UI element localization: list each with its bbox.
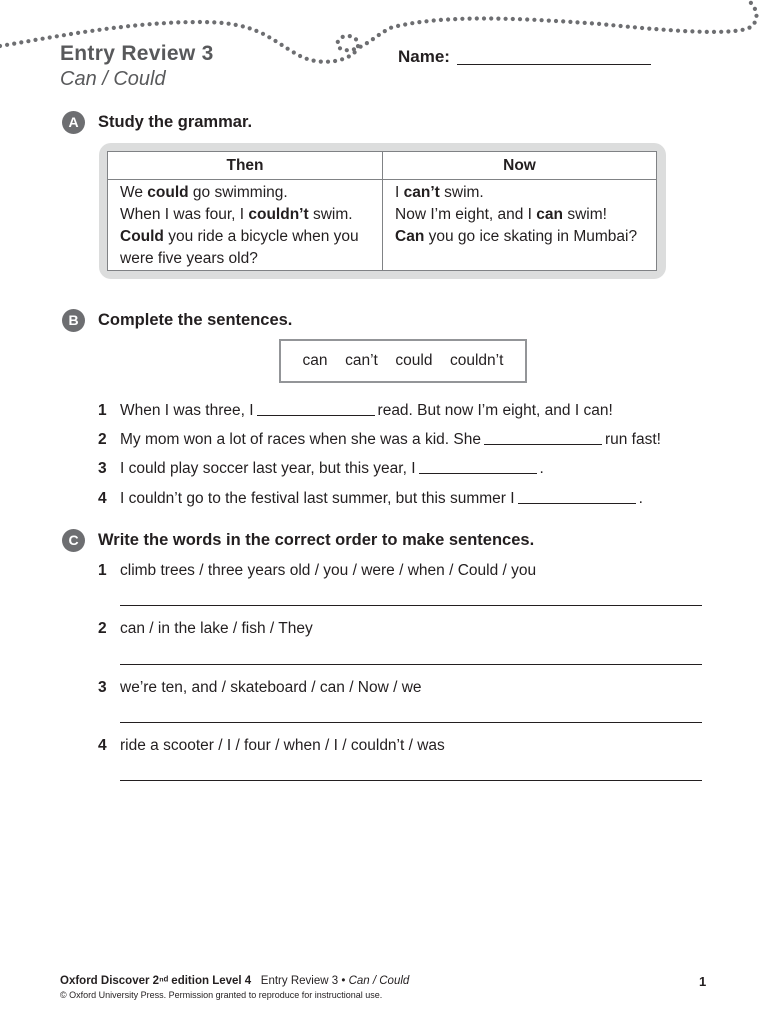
decorative-dot	[568, 20, 572, 24]
decorative-dot	[83, 30, 87, 34]
answer-blank[interactable]	[419, 473, 537, 474]
decorative-dot	[460, 17, 464, 21]
decorative-dot	[26, 39, 30, 43]
item-number: 4	[98, 737, 107, 754]
example-modal-verb: Can	[395, 228, 425, 245]
word-bank-word: can’t	[345, 352, 378, 369]
decorative-dot	[583, 21, 587, 25]
decorative-dot	[733, 29, 737, 33]
example-text: When I was four, I	[120, 206, 249, 223]
answer-writing-line[interactable]	[120, 605, 702, 606]
grammar-example-line	[120, 204, 376, 226]
decorative-dot	[338, 46, 342, 50]
decorative-dot	[348, 34, 352, 38]
item-number: 3	[98, 679, 107, 696]
then-examples-cell	[108, 180, 383, 270]
decorative-dot	[273, 39, 277, 43]
decorative-dot	[298, 54, 302, 58]
decorative-dot	[640, 26, 644, 30]
example-text: you ride a bicycle when you	[163, 228, 359, 245]
answer-blank[interactable]	[484, 444, 602, 445]
decorative-dot	[389, 26, 393, 30]
item-number: 2	[98, 431, 107, 448]
decorative-dot	[496, 17, 500, 21]
footer-brand: Oxford Discover 2ⁿᵈ edition Level 4	[60, 975, 252, 987]
decorative-dot	[511, 17, 515, 21]
decorative-dot	[698, 30, 702, 34]
footer-crumb: Entry Review 3 •	[260, 975, 346, 987]
decorative-dot	[212, 20, 216, 24]
now-examples-cell	[383, 180, 656, 270]
decorative-dot	[0, 44, 2, 48]
decorative-dot	[633, 25, 637, 29]
example-text: you go ice skating in Mumbai?	[424, 228, 638, 245]
decorative-dot	[119, 25, 123, 29]
decorative-dot	[525, 17, 529, 21]
decorative-dot	[669, 28, 673, 32]
decorative-dot	[719, 30, 723, 34]
item-number: 4	[98, 490, 107, 507]
decorative-dot	[446, 17, 450, 21]
decorative-dot	[676, 29, 680, 33]
decorative-dot	[683, 29, 687, 33]
decorative-dot	[312, 59, 316, 63]
decorative-dot	[554, 19, 558, 23]
page-title: Entry Review 3	[60, 42, 214, 65]
example-text: Now I’m eight, and I	[395, 206, 537, 223]
item-number: 1	[98, 562, 107, 579]
item-number: 2	[98, 620, 107, 637]
example-modal-verb: can’t	[403, 184, 440, 201]
decorative-dot	[371, 37, 375, 41]
decorative-dot	[453, 17, 457, 21]
decorative-dot	[383, 29, 387, 33]
decorative-dot	[254, 29, 258, 33]
decorative-dot	[352, 47, 356, 51]
sentence-start: I could play soccer last year, but this year, I	[120, 460, 416, 477]
decorative-dot	[198, 20, 202, 24]
decorative-dot	[5, 43, 9, 47]
decorative-dot	[183, 20, 187, 24]
sentence-end: .	[638, 490, 643, 507]
decorative-dot	[234, 23, 238, 27]
decorative-dot	[340, 57, 344, 61]
decorative-dot	[326, 60, 330, 64]
section-a-instruction: Study the grammar.	[98, 113, 253, 131]
example-text: swim.	[308, 206, 353, 223]
decorative-dot	[747, 26, 751, 30]
decorative-dot	[712, 30, 716, 34]
decorative-dot	[377, 33, 381, 37]
decorative-dot	[219, 21, 223, 25]
decorative-dot	[647, 27, 651, 31]
section-b-instruction: Complete the sentences.	[98, 311, 293, 329]
decorative-dot	[662, 28, 666, 32]
word-bank-word: couldn’t	[450, 352, 504, 369]
decorative-dot	[575, 20, 579, 24]
decorative-dot	[753, 7, 757, 11]
fill-in-sentence	[120, 490, 643, 508]
example-text: swim.	[439, 184, 484, 201]
grammar-example-line	[395, 226, 650, 248]
column-header-now: Now	[383, 152, 656, 180]
decorative-dot	[176, 20, 180, 24]
example-text: We	[120, 184, 148, 201]
decorative-dot	[611, 23, 615, 27]
grammar-example-line	[120, 248, 376, 270]
decorative-dot	[753, 21, 757, 25]
answer-writing-line[interactable]	[120, 780, 702, 781]
section-a-badge: A	[62, 111, 85, 134]
decorative-dot	[432, 18, 436, 22]
decorative-dot	[561, 19, 565, 23]
decorative-dot	[518, 17, 522, 21]
decorative-dot	[590, 21, 594, 25]
decorative-dot	[489, 16, 493, 20]
decorative-dot	[267, 35, 271, 39]
decorative-dot	[336, 40, 340, 44]
decorative-dot	[205, 20, 209, 24]
decorative-dot	[90, 29, 94, 33]
page-subtitle: Can / Could	[60, 68, 166, 90]
fill-in-sentence	[120, 431, 661, 449]
word-order-prompt: we’re ten, and / skateboard / can / Now / we	[120, 679, 422, 696]
decorative-dot	[345, 48, 349, 52]
decorative-dot	[76, 31, 80, 35]
section-c-instruction: Write the words in the correct order to make sentences.	[98, 531, 535, 549]
decorative-dot	[482, 16, 486, 20]
decorative-dot	[241, 24, 245, 28]
example-modal-verb: couldn’t	[248, 206, 309, 223]
example-modal-verb: Could	[120, 228, 164, 245]
sentence-start: When I was three, I	[120, 402, 254, 419]
word-bank-word: could	[395, 352, 433, 369]
decorative-dot	[133, 23, 137, 27]
decorative-dot	[341, 35, 345, 39]
decorative-dot	[19, 40, 23, 44]
grammar-example-line	[395, 182, 650, 204]
decorative-dot	[155, 22, 159, 26]
decorative-dot	[62, 33, 66, 37]
decorative-dot	[504, 17, 508, 21]
decorative-dot	[191, 20, 195, 24]
decorative-dot	[333, 59, 337, 63]
decorative-dot	[532, 18, 536, 22]
decorative-dot	[248, 26, 252, 30]
decorative-dot	[619, 24, 623, 28]
decorative-dot	[540, 18, 544, 22]
fill-in-sentence	[120, 402, 613, 420]
item-number: 1	[98, 402, 107, 419]
example-text: I	[395, 184, 404, 201]
decorative-dot	[726, 29, 730, 33]
decorative-dot	[148, 22, 152, 26]
decorative-dot	[162, 21, 166, 25]
example-modal-verb: could	[147, 184, 189, 201]
decorative-dot	[597, 22, 601, 26]
footer-crumb-topic: Can / Could	[348, 975, 410, 987]
decorative-dot	[126, 24, 130, 28]
sentence-end: .	[539, 460, 544, 477]
word-order-prompt: can / in the lake / fish / They	[120, 620, 313, 637]
decorative-dot	[112, 26, 116, 30]
decorative-dot	[396, 24, 400, 28]
decorative-dot	[55, 34, 59, 38]
decorative-dot	[140, 23, 144, 27]
decorative-dot	[12, 42, 16, 46]
decorative-dot	[319, 60, 323, 64]
grammar-example-line	[120, 182, 376, 204]
decorative-dot	[468, 17, 472, 21]
decorative-dot	[69, 32, 73, 36]
word-order-prompt: climb trees / three years old / you / were / when / Could / you	[120, 562, 537, 579]
decorative-dot	[105, 27, 109, 31]
decorative-dot	[347, 54, 351, 58]
grammar-table	[107, 151, 657, 271]
example-text: swim!	[563, 206, 607, 223]
decorative-dot	[292, 50, 296, 54]
sentence-end: run fast!	[604, 431, 661, 448]
footer-copyright: © Oxford University Press. Permission granted to reproduce for instructional use.	[60, 990, 383, 1000]
word-order-prompt: ride a scooter / I / four / when / I / couldn’t / was	[120, 737, 445, 754]
decorative-dot	[97, 28, 101, 32]
decorative-dot	[33, 38, 37, 42]
grammar-example-line	[395, 204, 650, 226]
decorative-dot	[169, 21, 173, 25]
decorative-dot	[749, 1, 753, 5]
decorative-dot	[475, 16, 479, 20]
example-text: go swimming.	[188, 184, 288, 201]
decorative-dot	[654, 27, 658, 31]
decorative-dot	[41, 37, 45, 41]
decorative-dot	[354, 37, 358, 41]
decorative-dot	[417, 20, 421, 24]
section-b-badge: B	[62, 309, 85, 332]
sentence-end: read. But now I’m eight, and I can!	[377, 402, 613, 419]
decorative-dot	[604, 23, 608, 27]
decorative-dot	[410, 21, 414, 25]
page-number: 1	[699, 974, 707, 989]
example-modal-verb: can	[536, 206, 564, 223]
decorative-dot	[227, 22, 231, 26]
decorative-dot	[305, 57, 309, 61]
grammar-example-line	[120, 226, 376, 248]
decorative-dot	[690, 29, 694, 33]
word-bank-box	[279, 339, 527, 383]
name-field-line[interactable]	[457, 64, 651, 65]
decorative-dot	[547, 19, 551, 23]
sentence-start: I couldn’t go to the festival last summer, but this summer I	[120, 490, 515, 507]
answer-blank[interactable]	[518, 503, 636, 504]
decorative-dot	[280, 43, 284, 47]
item-number: 3	[98, 460, 107, 477]
answer-writing-line[interactable]	[120, 722, 702, 723]
decorative-dot	[754, 14, 758, 18]
decorative-dot	[741, 28, 745, 32]
name-label: Name:	[398, 47, 450, 66]
decorative-dot	[403, 22, 407, 26]
example-text: were five years old?	[120, 250, 258, 267]
footer-credit	[60, 975, 409, 987]
decorative-dot	[424, 19, 428, 23]
word-bank-word: can	[302, 352, 328, 369]
decorative-dot	[48, 35, 52, 39]
decorative-dot	[626, 25, 630, 29]
column-header-then: Then	[108, 152, 383, 180]
answer-blank[interactable]	[257, 415, 375, 416]
decorative-dot	[261, 32, 265, 36]
section-c-badge: C	[62, 529, 85, 552]
decorative-dot	[439, 18, 443, 22]
answer-writing-line[interactable]	[120, 664, 702, 665]
decorative-dot	[705, 30, 709, 34]
decorative-dot	[286, 47, 290, 51]
decorative-dot	[359, 45, 363, 49]
fill-in-sentence	[120, 460, 544, 478]
sentence-start: My mom won a lot of races when she was a kid. She	[120, 431, 481, 448]
decorative-dot	[365, 41, 369, 45]
